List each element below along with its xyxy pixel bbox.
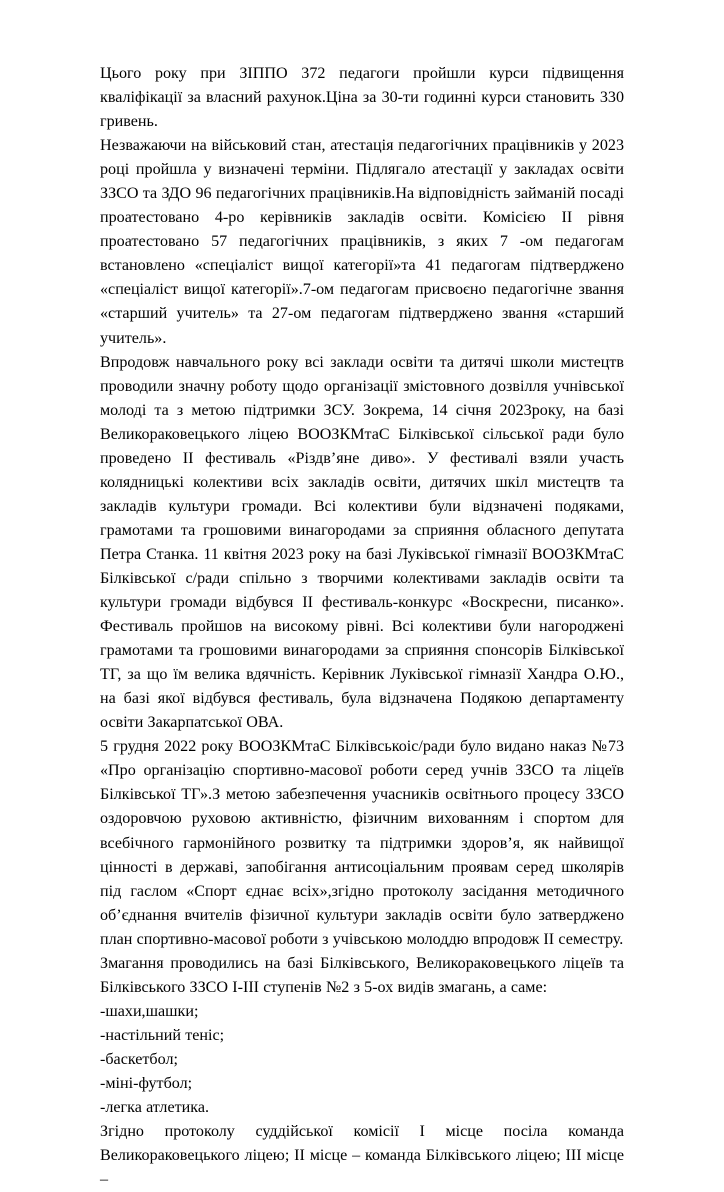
paragraph-courses-qualification: Цього року при ЗІППО 372 педагоги пройшли курси підвищення кваліфікації за власний рахунок.Ціна за 30-ти годинні курси становить 330 гривень. (100, 65, 624, 131)
list-item: -легка атлетика. (100, 1099, 209, 1117)
document-text-body (100, 62, 624, 1192)
paragraph-sports-order-73: 5 грудня 2022 року ВООЗКМтаС Білківськоіс/ради було видано наказ №73 «Про організацію спортивно-масової роботи серед учнів ЗЗСО та ліцеїв Білківської ТГ».З метою забезпечення учасників освітнього процесу ЗЗСО оздоровчою руховою активністю, фізичним вихованням і спортом для всебічного гармонійного розвитку та підтримки здоров’я, як найвищої цінності в державі, запобігання антисоціальним проявам серед школярів під гаслом «Спорт єднає всіх»,згідно протоколу засідання методичного об’єднання вчителів фізичної культури закладів освіти було затверджено план спортивно-масової роботи з учівською молоддю впродовж ІІ семестру. (100, 738, 624, 948)
list-item: -міні-футбол; (100, 1074, 193, 1092)
paragraph-competition-results: Згідно протоколу суддійської комісії І місце посіла команда Великораковецького ліцею; ІІ місце – команда Білківського ліцею; ІІІ місце – (100, 1123, 624, 1189)
list-item: -баскетбол; (100, 1050, 178, 1068)
list-item: -настільний теніс; (100, 1026, 225, 1044)
paragraph-teacher-attestation: Незважаючи на військовий стан, атестація педагогічних працівників у 2023 році пройшла у визначені терміни. Підлягало атестації у закладах освіти ЗЗСО та ЗДО 96 педагогічних працівників.На відповідність займаній посаді проатестовано 4-ро керівників закладів освіти. Комісією ІІ рівня проатестовано 57 педагогічних працівників, з яких 7 -ом педагогам встановлено «спеціаліст вищої категорії»та 41 педагогам підтверджено «спеціаліст вищої категорії».7-ом педагогам присвоєно педагогічне звання «старший учитель» та 27-ом педагогам підтверджено звання «старший учитель». (100, 137, 624, 347)
paragraph-festivals-cultural-activities: Впродовж навчального року всі заклади освіти та дитячі школи мистецтв проводили значну роботу щодо організації змістовного дозвілля учнівської молоді та з метою підтримки ЗСУ. Зокрема, 14 січня 2023року, на базі Великораковецького ліцею ВООЗКМтаС Білківської сільської ради було проведено ІІ фестиваль «Різдв’яне диво». У фестивалі взяли участь колядницькі колективи всіх закладів освіти, дитячих шкіл мистецтв та закладів культури громади. Всі колективи були відзначені подяками, грамотами та грошовими винагородами за сприяння обласного депутата Петра Станка. 11 квітня 2023 року на базі Луківської гімназії ВООЗКМтаС Білківської с/ради спільно з творчими колективами закладів освіти та культури громади відбувся ІІ фестиваль-конкурс «Воскресни, писанко». Фестиваль пройшов на високому рівні. Всі колективи були нагороджені грамотами та грошовими винагородами за сприяння спонсорів Білківської ТГ, за що їм велика вдячність. Керівник Луківської гімназії Хандра О.Ю., на базі якої відбувся фестиваль, була відзначена Подякою департаменту освіти Закарпатської ОВА. (100, 353, 624, 732)
list-item: -шахи,шашки; (100, 1002, 199, 1020)
paragraph-competitions-venues: Змагання проводились на базі Білківського, Великораковецького ліцеїв та Білківського ЗЗСО І-ІІІ ступенів №2 з 5-ох видів змагань, а саме: (100, 954, 624, 996)
